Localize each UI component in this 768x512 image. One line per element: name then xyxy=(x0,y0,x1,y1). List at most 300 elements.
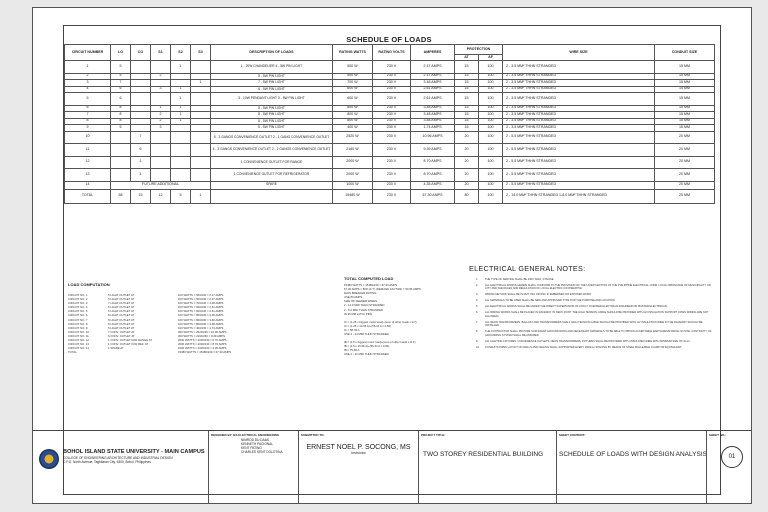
cell-af: 100 xyxy=(479,131,503,144)
cell-s3 xyxy=(191,61,211,74)
header-wire-size: WIRE SIZE xyxy=(503,45,655,61)
cell-wire-size: 2 - 3.5 MM² THHN STRANDED xyxy=(503,105,655,112)
submitted-to-role: Instructor xyxy=(351,451,366,455)
cell-lo: 5 xyxy=(111,73,131,80)
load-outlet: 8 LIGHT OUTLET AT xyxy=(108,313,135,318)
cell-lo xyxy=(111,144,131,157)
cell-s2 xyxy=(171,156,191,169)
cell-lo: 6 xyxy=(111,93,131,106)
load-outlet: 6 LIGHT OUTLET AT xyxy=(108,309,135,314)
header-conduit-size: CONDUIT SIZE xyxy=(655,45,715,61)
load-value: 1000 WATTS = 1000/230 = 4.35 AMPS xyxy=(178,346,227,351)
cell-conduit-size: 20 MM xyxy=(655,181,715,189)
cell-af: 100 xyxy=(479,86,503,93)
note-item xyxy=(476,311,716,318)
load-circuit: CIRCUIT NO. 3 xyxy=(68,301,88,306)
cell-volts: 230 V xyxy=(373,169,411,182)
load-value: 15480 WATTS = 15480/230 = 67.30 AMPS xyxy=(178,350,232,355)
header-co: CO xyxy=(131,45,151,61)
cell-watts: 2160 W xyxy=(333,144,373,157)
total-computed-line: IC = (1.25 x 10.96 A)+(56.34 A x 0.80) xyxy=(344,323,391,328)
header-at: AT xyxy=(455,55,479,61)
cell-s1 xyxy=(151,144,171,157)
cell-description: 6 - 5W PIN LIGHT xyxy=(211,86,333,93)
cell-wire-size: 2 - 14.0 MM² THHN STRANDED 1-8.0 MM² THHN STRANDED xyxy=(503,189,655,203)
college-name: COLLEGE OF ENGINEERING ARCHITECTURE AND INDUSTRIAL DESIGN xyxy=(63,456,173,460)
note-item xyxy=(476,293,716,296)
load-circuit: CIRCUIT NO. 4 xyxy=(68,305,88,310)
load-value: 2000 WATTS = 2000/230 = 8.70 AMPS xyxy=(178,342,227,347)
note-number: 6. xyxy=(476,311,479,315)
designer-list xyxy=(241,438,283,454)
cell-lo: 7 xyxy=(111,80,131,87)
cell-at: 15 xyxy=(455,93,479,106)
cell-circuit: 11 xyxy=(65,144,111,157)
sheet-number: 01 xyxy=(721,446,743,468)
load-circuit: CIRCUIT NO. 14 xyxy=(68,346,89,351)
note-number: 4. xyxy=(476,299,479,303)
cell-conduit-size: 15 MM xyxy=(655,125,715,132)
load-outlet: 6 LIGHT OUTLET AT xyxy=(108,305,135,310)
note-text: CONDUITS PIPES LAYOUT ON WALLS AND CEILING SHALL SUPPORTED EVERY 1500mm SPACING BY MEANS OF STEEL MALLEABLE CLAMP OR EQUIVALENT. xyxy=(485,345,682,349)
cell-co: 6 xyxy=(131,144,151,157)
cell-conduit-size: 20 MM xyxy=(655,131,715,144)
cell-wire-size: 2 - 3.5 MM² THHN STRANDED xyxy=(503,61,655,74)
cell-s1: 12 xyxy=(151,189,171,203)
cell-s3: 1 xyxy=(191,80,211,87)
load-circuit: CIRCUIT NO. 11 xyxy=(68,333,89,338)
cell-description: 1 - 20W CHANDELIER 4 - 5W PIN LIGHT xyxy=(211,61,333,74)
note-item xyxy=(476,305,716,308)
load-circuit: CIRCUIT NO. 2 xyxy=(68,297,88,302)
cell-af: 100 xyxy=(479,93,503,106)
note-text: ALL WIRING WORKS SHALL BE PLACED IN RACEWAY. IN NECK JOINT: THE HIGH TENSION CABLE SHOULD BE PROVIDED WITH HV INSULATION SUPPORT (OPEN WIRING ARE NOT ALLOWED). xyxy=(485,311,709,318)
note-text: ALL MATERIALS TO BE USED SHALL BE NEW AND APPROVED TYPE FOR THE PURPOSE AND LOCATION. xyxy=(485,299,616,303)
cell-description: 7 - 5W PIN LIGHT xyxy=(211,80,333,87)
general-notes xyxy=(476,278,716,352)
load-outlet: 5 LIGHT OUTLET AT xyxy=(108,325,135,330)
cell-description: 5 - 3 GANGS CONVENIENCE OUTLET 2 - 1 GANG CONVENIENCE OUTLET xyxy=(211,131,333,144)
cell-af: 100 xyxy=(479,169,503,182)
cell-conduit-size: 15 MM xyxy=(655,86,715,93)
cell-circuit: 9 xyxy=(65,125,111,132)
cell-future-additional: FUTURE ADDITIONAL xyxy=(111,181,211,189)
cell-wire-size: 2 - 3.5 MM² THHN STRANDED xyxy=(503,125,655,132)
load-circuit: CIRCUIT NO. 7 xyxy=(68,317,88,322)
cell-wire-size: 2 - 3.5 MM² THHN STRANDED xyxy=(503,73,655,80)
load-outlet: 5 LIGHT OUTLET AT xyxy=(108,297,135,302)
cell-circuit: 12 xyxy=(65,156,111,169)
project-title-cell xyxy=(418,431,556,504)
load-circuit: CIRCUIT NO. 12 xyxy=(68,338,89,343)
cell-description: 5 - 5W PIN LIGHT xyxy=(211,125,333,132)
cell-s1: 2 xyxy=(151,73,171,80)
cell-s1: 2 xyxy=(151,112,171,119)
cell-s2 xyxy=(171,144,191,157)
project-title: TWO STOREY RESIDENTIAL BUILDING xyxy=(423,451,544,458)
cell-lo: 8 xyxy=(111,105,131,112)
cell-s2: 1 xyxy=(171,86,191,93)
cell-conduit-size: 15 MM xyxy=(655,73,715,80)
table-total-row xyxy=(65,189,715,203)
load-value: 100 WATTS = 800/230 = 3.48 AMPS xyxy=(178,317,224,322)
cell-circuit: 6 xyxy=(65,105,111,112)
cell-wire-size: 2 - 5.5 MM² THHN STRANDED xyxy=(503,144,655,157)
cell-s2 xyxy=(171,169,191,182)
load-outlet: 1 CONV. OUTLET FOR RANGE AT xyxy=(108,338,153,343)
load-circuit: CIRCUIT NO. 1 xyxy=(68,293,88,297)
note-text: THE TYPE OF SERVICE SHALL BE 230V, 60Hz, 2 PHASE. xyxy=(485,278,555,281)
cell-lo: 5 xyxy=(111,61,131,74)
total-computed-line: IB = (1.5 x 10.96 A)+(56.34 A x 0.80) xyxy=(344,344,390,349)
cell-volts: 230 V xyxy=(373,131,411,144)
cell-amperes: 67.30 AMPS xyxy=(411,189,455,203)
header-lo: LO xyxy=(111,45,131,61)
note-text: THE CONTRACTOR SHALL PROVIDE SUFFICIENT GROUND RODS AND NECESSARY MATERIALS TO BE ABLE TO OBTAIN ACCEPTABLE EARTH RESISTANCE ON SITE. CONTINUITY OF GROUNDING SYSTEM SHALL BE ASSURED. xyxy=(485,330,712,337)
cell-s3 xyxy=(191,93,211,106)
cell-description: 4 - 3 GANGS CONVENIENCE OUTLET 2 - 2 GANGS CONVENIENCE OUTLET xyxy=(211,144,333,157)
cell-s2: 1 xyxy=(171,93,191,106)
cell-at: 20 xyxy=(455,131,479,144)
total-computed-line: IC = (1.25 x biggest motor load)+(sum of other loads x 0.7) xyxy=(344,319,417,324)
note-number: 10. xyxy=(476,345,480,349)
total-computed-line: USE 2 - 22 MM² THHN STRANDED xyxy=(344,352,389,357)
cell-description: 1 CONVENIENCE OUTLET FOR RANGE xyxy=(211,156,333,169)
load-value: 100 WATTS = 500/230 = 2.17 AMPS xyxy=(178,297,224,302)
cell-circuit: 2 xyxy=(65,73,111,80)
cell-at: 15 xyxy=(455,125,479,132)
cell-wire-size: 2 - 5.5 MM² THHN STRANDED xyxy=(503,181,655,189)
load-outlet: 8 LIGHT OUTLET AT xyxy=(108,317,135,322)
total-computed-line: USE 2 - 14 MM² THHN STRANDED xyxy=(344,332,389,337)
note-text: ALL LIGHTING FIXTURES, CONVENIENCE OUTLETS, NEON TRANSFORMERS, FIXTURES SHALL BE PROVIDED WITH INSULATED WIRE WITH MINIMUM SIZE OF 4mm². xyxy=(485,339,691,343)
drawing-frame xyxy=(63,25,721,495)
load-value: 100 WATTS = 500/230 = 2.17 AMPS xyxy=(178,293,224,297)
table-row xyxy=(65,156,715,169)
note-number: 9. xyxy=(476,339,479,343)
cell-amperes: 9.39 AMPS xyxy=(411,144,455,157)
load-value: 100 WATTS = 800/230 = 3.48 AMPS xyxy=(178,321,224,326)
cell-amperes: 3.48 AMPS xyxy=(411,118,455,125)
cell-co: 15 xyxy=(131,189,151,203)
load-outlet: 1 SPARE AT xyxy=(108,346,124,351)
cell-s3 xyxy=(191,131,211,144)
cell-at: 20 xyxy=(455,144,479,157)
load-value: 100 WATTS = 600/230 = 2.61 AMPS xyxy=(178,309,224,314)
cell-s2: 1 xyxy=(171,61,191,74)
cell-s1: 3 xyxy=(151,125,171,132)
header-af: AF xyxy=(479,55,503,61)
cell-amperes: 2.17 AMPS xyxy=(411,61,455,74)
cell-volts: 230 V xyxy=(373,80,411,87)
total-computed-line: MAIN BREAKER RATING: xyxy=(344,291,378,296)
load-outlet: 7 LIGHT OUTLET AT xyxy=(108,301,135,306)
load-outlet: 8 LIGHT OUTLET AT xyxy=(108,321,135,326)
load-computation-outlets xyxy=(108,293,152,350)
cell-volts: 230 V xyxy=(373,144,411,157)
designer-name: CHARLES KENT DOLOTINA xyxy=(241,450,283,454)
cell-af: 100 xyxy=(479,189,503,203)
cell-s3 xyxy=(191,169,211,182)
load-computation-circuits xyxy=(68,293,89,354)
cell-s2: 1 xyxy=(171,118,191,125)
note-item xyxy=(476,321,716,328)
cell-volts: 230 V xyxy=(373,118,411,125)
cell-at: 15 xyxy=(455,80,479,87)
notes-title: ELECTRICAL GENERAL NOTES: xyxy=(469,264,586,273)
load-outlet: 5 LIGHT OUTLET AT xyxy=(108,293,135,297)
table-row xyxy=(65,61,715,74)
cell-s3: 1 xyxy=(191,189,211,203)
load-computation-values xyxy=(178,293,231,354)
cell-circuit: TOTAL xyxy=(65,189,111,203)
total-computed-line: IC = 58.78 A xyxy=(344,327,360,332)
total-computed-lines xyxy=(344,283,421,357)
cell-af: 100 xyxy=(479,118,503,125)
cell-at: 15 xyxy=(455,105,479,112)
cell-lo: 58 xyxy=(111,189,131,203)
cell-conduit-size: 15 MM xyxy=(655,93,715,106)
cell-amperes: 10.96 AMPS xyxy=(411,131,455,144)
cell-conduit-size: 15 MM xyxy=(655,61,715,74)
cell-watts: 2520 W xyxy=(333,131,373,144)
cell-conduit-size: 20 MM xyxy=(655,169,715,182)
table-row xyxy=(65,144,715,157)
cell-conduit-size: 15 MM xyxy=(655,112,715,119)
cell-s1: 1 xyxy=(151,105,171,112)
total-computed-line: IB = (1.5 x biggest motor load)+(sum of other loads x D.F) xyxy=(344,340,416,345)
cell-conduit-size: 20 MM xyxy=(655,144,715,157)
cell-lo: 6 xyxy=(111,86,131,93)
cell-wire-size: 2 - 3.5 MM² THHN STRANDED xyxy=(503,86,655,93)
cell-circuit: 1 xyxy=(65,61,111,74)
cell-circuit: 10 xyxy=(65,131,111,144)
sheet-content-label: SHEET CONTENT: xyxy=(559,433,586,437)
cell-af: 100 xyxy=(479,73,503,80)
cell-wire-size: 2 - 5.5 MM² THHN STRANDED xyxy=(503,156,655,169)
cell-circuit: 14 xyxy=(65,181,111,189)
cell-s3 xyxy=(191,156,211,169)
cell-conduit-size: 15 MM xyxy=(655,118,715,125)
cell-amperes: 1.74 AMPS xyxy=(411,125,455,132)
cell-s1 xyxy=(151,61,171,74)
cell-co xyxy=(131,61,151,74)
cell-af: 100 xyxy=(479,61,503,74)
cell-wire-size: 2 - 3.5 MM² THHN STRANDED xyxy=(503,80,655,87)
cell-s1: 2 xyxy=(151,118,171,125)
cell-at: 20 xyxy=(455,156,479,169)
cell-volts: 230 V xyxy=(373,156,411,169)
cell-af: 100 xyxy=(479,181,503,189)
load-circuit: TOTAL xyxy=(68,350,77,355)
cell-s1 xyxy=(151,93,171,106)
load-computation xyxy=(68,282,258,367)
sheet-content-title: SCHEDULE OF LOADS WITH DESIGN ANALYSIS xyxy=(559,451,707,458)
cell-watts: 500 W xyxy=(333,73,373,80)
submitted-to-label: SUBMITTED TO: xyxy=(301,433,325,437)
note-item xyxy=(476,340,716,343)
note-number: 3. xyxy=(476,293,479,297)
cell-s1: 3 xyxy=(151,86,171,93)
schedule-table xyxy=(64,44,715,204)
total-computed-line: 15480 WATTS = 15480/230 = 67.30 AMPS xyxy=(344,283,398,287)
table-row xyxy=(65,181,715,189)
cell-watts: 600 W xyxy=(333,86,373,93)
cell-wire-size: 2 - 3.5 MM² THHN STRANDED xyxy=(503,118,655,125)
cell-watts: 600 W xyxy=(333,93,373,106)
cell-wire-size: 2 - 3.5 MM² THHN STRANDED xyxy=(503,93,655,106)
cell-description: 8 - 5W PIN LIGHT xyxy=(211,118,333,125)
load-circuit: CIRCUIT NO. 5 xyxy=(68,309,88,314)
cell-watts: 700 W xyxy=(333,80,373,87)
cell-lo: 8 xyxy=(111,112,131,119)
sheet-number-label: SHEET NO.: xyxy=(709,433,727,437)
cell-watts: 400 W xyxy=(333,125,373,132)
sheet-content-cell xyxy=(556,431,706,504)
cell-at: 15 xyxy=(455,86,479,93)
cell-watts: 2000 W xyxy=(333,169,373,182)
cell-wire-size: 2 - 3.5 MM² THHN STRANDED xyxy=(503,112,655,119)
load-value: 360 WATTS = 2160/230 = 9.39 AMPS xyxy=(178,333,225,338)
total-computed-line: 67.30 AMPS × 80% (F.T.) (DEMAND FACTOR) = 53.84 AMPS xyxy=(344,287,421,292)
cell-af: 100 xyxy=(479,144,503,157)
cell-amperes: 2.61 AMPS xyxy=(411,93,455,106)
project-title-label: PROJECT TITLE: xyxy=(421,433,446,437)
cell-at: 15 xyxy=(455,118,479,125)
cell-amperes: 2.61 AMPS xyxy=(411,86,455,93)
cell-lo xyxy=(111,156,131,169)
note-item xyxy=(476,346,716,349)
cell-amperes: 3.48 AMPS xyxy=(411,112,455,119)
header-description: DESCRIPTION OF LOADS xyxy=(211,45,333,61)
cell-conduit-size: 15 MM xyxy=(655,105,715,112)
cell-lo xyxy=(111,169,131,182)
drawing-sheet xyxy=(32,7,752,504)
load-circuit: CIRCUIT NO. 10 xyxy=(68,329,89,334)
note-item xyxy=(476,284,716,291)
cell-volts: 230 V xyxy=(373,93,411,106)
cell-circuit: 5 xyxy=(65,93,111,106)
note-item xyxy=(476,278,716,281)
cell-co: 7 xyxy=(131,131,151,144)
table-row xyxy=(65,131,715,144)
load-value: 100 WATTS = 400/230 = 1.74 AMPS xyxy=(178,325,224,330)
submitted-to-name: ERNEST NOEL P. SOCONG, MS xyxy=(306,444,411,451)
cell-af: 100 xyxy=(479,125,503,132)
load-outlet: 7 CONV. OUTLET AT xyxy=(108,329,135,334)
schedule-title: SCHEDULE OF LOADS xyxy=(346,35,432,44)
note-item xyxy=(476,299,716,302)
cell-amperes: 3.48 AMPS xyxy=(411,80,455,87)
cell-volts: 230 V xyxy=(373,112,411,119)
cell-watts: 2000 W xyxy=(333,156,373,169)
cell-amperes: 8.70 AMPS xyxy=(411,169,455,182)
cell-description: 8 - 5W PIN LIGHT xyxy=(211,105,333,112)
cell-wire-size: 2 - 5.5 MM² THHN STRANDED xyxy=(503,131,655,144)
cell-watts: 800 W xyxy=(333,105,373,112)
header-s3: S3 xyxy=(191,45,211,61)
total-computed-line: SIZE OF FEEDER WIRES xyxy=(344,299,377,304)
total-computed-line: 2 - 14.0 MM² THHN STRANDED xyxy=(344,303,385,308)
university-info xyxy=(63,449,213,464)
cell-watts: 500 W xyxy=(333,61,373,74)
note-number: 5. xyxy=(476,305,479,309)
cell-at: 15 xyxy=(455,112,479,119)
designer-name: NIMROD DU DAAS xyxy=(241,438,269,442)
cell-s2: 1 xyxy=(171,112,191,119)
cell-at: 80 xyxy=(455,189,479,203)
cell-lo: 8 xyxy=(111,118,131,125)
load-value: 100 WATTS = 600/230 = 2.61 AMPS xyxy=(178,305,224,310)
load-computation-title: LOAD COMPUTATION xyxy=(68,282,110,287)
cell-lo xyxy=(111,131,131,144)
cell-amperes: 8.70 AMPS xyxy=(411,156,455,169)
table-row xyxy=(65,169,715,182)
title-block xyxy=(33,430,752,504)
load-outlet: 1 CONV. OUTLET FOR REF. AT xyxy=(108,342,149,347)
submitted-to-cell xyxy=(298,431,418,504)
cell-s2: 5 xyxy=(171,189,191,203)
header-rating-watts: RATING WATTS xyxy=(333,45,373,61)
cell-co xyxy=(131,93,151,106)
cell-conduit-size: 15 MM xyxy=(655,80,715,87)
cell-at: 20 xyxy=(455,181,479,189)
cell-watts: 1000 W xyxy=(333,181,373,189)
cell-description: 5 - 5W PIN LIGHT xyxy=(211,73,333,80)
cell-circuit: 7 xyxy=(65,112,111,119)
note-text: ALL ELECTRICAL WORKS SHALL BE UNDER THE DIRECT SUPERVISION OF A DULY LICENSED ELECTRICAL ENGINEER OR MASTER ELECTRICIAN. xyxy=(485,305,668,309)
load-circuit: CIRCUIT NO. 8 xyxy=(68,321,88,326)
header-circuit: CIRCUIT NUMBER xyxy=(65,45,111,61)
university-name: BOHOL ISLAND STATE UNIVERSITY - MAIN CAMPUS xyxy=(63,449,205,455)
header-rating-volts: RATING VOLTS xyxy=(373,45,411,61)
cell-af: 100 xyxy=(479,105,503,112)
cell-description: 8 - 5W PIN LIGHT xyxy=(211,112,333,119)
designer-name: KENNETH PACIONAL xyxy=(241,442,273,446)
cell-watts: 800 W xyxy=(333,112,373,119)
cell-amperes: 3.48 AMPS xyxy=(411,105,455,112)
cell-volts: 230 V xyxy=(373,105,411,112)
load-value: 360 WATTS = 2520/230 = 10.96 AMPS xyxy=(178,329,227,334)
cell-circuit: 13 xyxy=(65,169,111,182)
note-text: WIRING METHOD SHALL BE IN RMT, IMC OR RSC IF EMBEDDED OR EXPOSED WORK. xyxy=(485,293,592,297)
cell-at: 15 xyxy=(455,73,479,80)
cell-circuit: 8 xyxy=(65,118,111,125)
header-protection: PROTECTION xyxy=(455,45,503,55)
note-number: 8. xyxy=(476,330,479,334)
total-computed-line: IB = 75.48 A xyxy=(344,348,360,353)
schedule-of-loads xyxy=(64,35,714,204)
cell-conduit-size: 20 MM xyxy=(655,156,715,169)
cell-s2 xyxy=(171,131,191,144)
load-value: 100 WATTS = 800/230 = 3.48 AMPS xyxy=(178,313,224,318)
cell-description: 3 - 10W PENDANT LIGHT 3 - 5W PIN LIGHT xyxy=(211,93,333,106)
cell-volts: 230 V xyxy=(373,125,411,132)
cell-description: 1 CONVENIENCE OUTLET FOR REFRIGERATOR xyxy=(211,169,333,182)
college-address: C.P.G. North Avenue, Tagbilaran City, 6300, Bohol, Philippines xyxy=(63,460,151,464)
cell-circuit: 3 xyxy=(65,80,111,87)
designed-by-label: DESIGNED BY: BS ELECTRICAL ENGINEERING xyxy=(211,433,280,437)
cell-volts: 230 V xyxy=(373,61,411,74)
note-item xyxy=(476,330,716,337)
cell-amperes: 2.17 AMPS xyxy=(411,73,455,80)
cell-amperes: 4.35 AMPS xyxy=(411,181,455,189)
cell-conduit-size: 25 MM xyxy=(655,189,715,203)
note-number: 7. xyxy=(476,320,479,324)
designed-by-cell xyxy=(208,431,298,504)
header-s1: S1 xyxy=(151,45,171,61)
cell-s1 xyxy=(151,131,171,144)
